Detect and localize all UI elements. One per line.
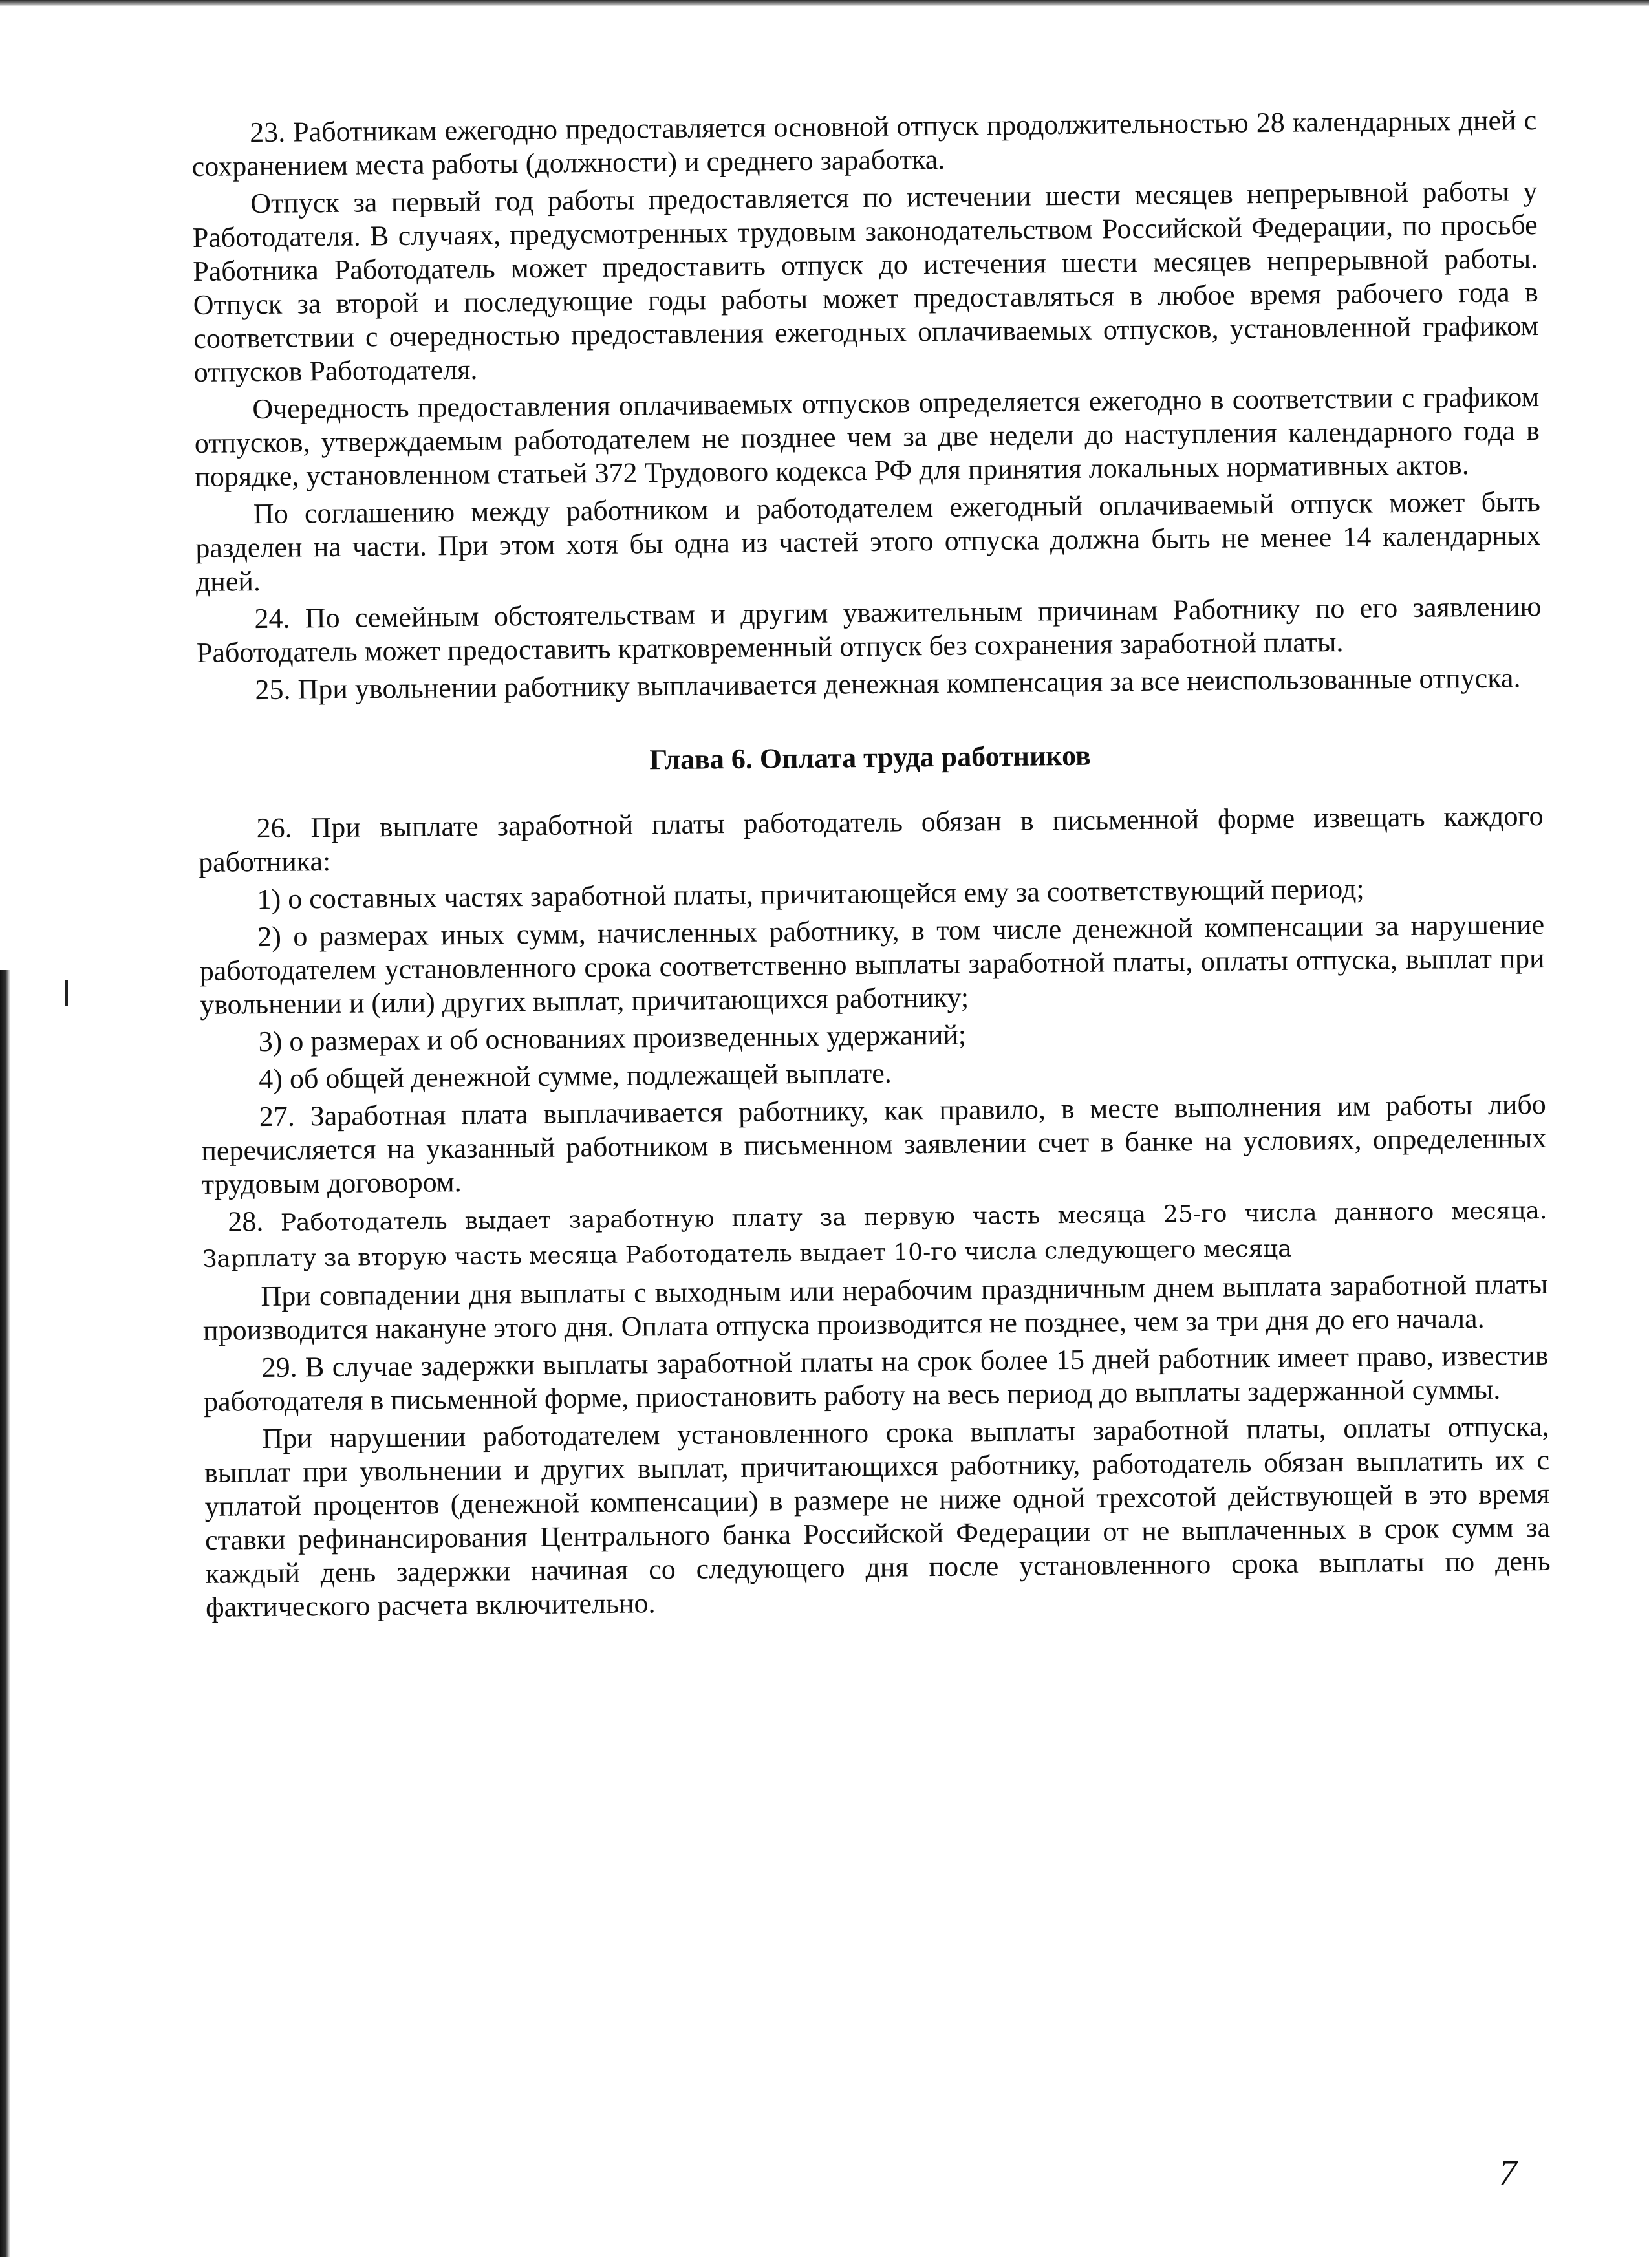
list-item-3: 3) о размерах и об основаниях произведенных удержаний;: [258, 1019, 967, 1058]
list-item-2: 2) о размерах иных сумм, начисленных работнику, в том числе денежной компенсации за нарушение работодателем установленного срока соответственно выплаты заработной платы, оплаты отпуска, выплат при увольнении и (или) других выплат, причитающихся работнику;: [199, 908, 1545, 1021]
paragraph-leave-split: По соглашению между работником и работодателем ежегодный оплачиваемый отпуск может быть разделен на части. При этом хотя бы одна из частей этого отпуска должна быть не менее 14 календарных дней.: [195, 486, 1541, 598]
paragraph-leave-order: Очередность предоставления оплачиваемых отпусков определяется ежегодно в соответствии с графиком отпусков, утверждаемым работодателем не позднее чем за две недели до наступления календарного года в порядке, установленном статьей 372 Трудового кодекса РФ для принятия локальных нормативных актов.: [194, 381, 1540, 493]
paragraph-24: 24. По семейным обстоятельствам и другим уважительным причинам Работнику по его заявлению Работодатель может предоставить кратковременный отпуск без сохранения заработной платы.: [196, 590, 1542, 669]
page-number: 7: [1499, 2153, 1517, 2193]
chapter-title: Глава 6. Оплата труда работников: [649, 739, 1091, 776]
paragraph-first-year-leave: Отпуск за первый год работы предоставляется по истечении шести месяцев непрерывной работы у Работодателя. В случаях, предусмотренных трудовым законодательством Российской Федерации, по просьбе Работника Работодатель может предоставить отпуск до истечения шести месяцев непрерывной работы. Отпуск за второй и последующие годы работы может предоставляться в любое время рабочего года в соответствии с очередностью предоставления ежегодных оплачиваемых отпусков, установленной графиком отпусков Работодателя.: [192, 175, 1539, 388]
scan-top-edge: [0, 0, 1649, 6]
paragraph-28-text: Работодатель выдает заработную плату за первую часть месяца 25-го числа данного месяца. Зарплату за вторую часть месяца Работодатель выдает 10-го числа следующего месяца: [202, 1197, 1547, 1273]
list-item-4: 4) об общей денежной сумме, подлежащей выплате.: [259, 1057, 892, 1096]
paragraph-28: [202, 1193, 1547, 1277]
paragraph-23: 23. Работникам ежегодно предоставляется основной отпуск продолжительностью 28 календарных дней с сохранением места работы (должности) и среднего заработка.: [191, 104, 1537, 182]
paragraph-26: 26. При выплате заработной платы работодатель обязан в письменной форме извещать каждого работника:: [198, 799, 1544, 878]
paragraph-29: 29. В случае задержки выплаты заработной платы на срок более 15 дней работник имеет право, известив работодателя в письменной форме, приостановить работу на весь период до выплаты задержанной суммы.: [203, 1339, 1549, 1418]
paragraph-late-payment-compensation: При нарушении работодателем установленного срока выплаты заработной платы, оплаты отпуска, выплат при увольнении и других выплат, причитающихся работнику, работодатель обязан выплатить их с уплатой процентов (денежной компенсации) в размере не ниже одной трехсотой действующей в это время ставки рефинансирования Центрального банка Российской Федерации от не выплаченных в срок сумм за каждый день задержки начиная со следующего дня после установленного срока выплаты по день фактического расчета включительно.: [204, 1410, 1551, 1623]
paragraph-25: 25. При увольнении работнику выплачивается денежная компенсация за все неиспользованные отпуска.: [255, 662, 1521, 706]
document-page: [191, 103, 1551, 1628]
paragraph-holiday-payment: При совпадении дня выплаты с выходным или нерабочим праздничным днем выплата заработной платы производится накануне этого дня. Оплата отпуска производится не позднее, чем за три дня до его начала.: [202, 1268, 1548, 1346]
list-item-1: 1) о составных частях заработной платы, причитающейся ему за соответствующий период;: [257, 872, 1364, 916]
paragraph-27: 27. Заработная плата выплачивается работнику, как правило, в месте выполнения им работы либо перечисляется на указанный работником в письменном заявлении счет в банке на условиях, определенных трудовым договором.: [201, 1088, 1547, 1200]
scan-mark: [65, 980, 68, 1006]
paragraph-28-label: 28.: [228, 1205, 264, 1238]
scan-left-edge: [0, 970, 10, 2257]
